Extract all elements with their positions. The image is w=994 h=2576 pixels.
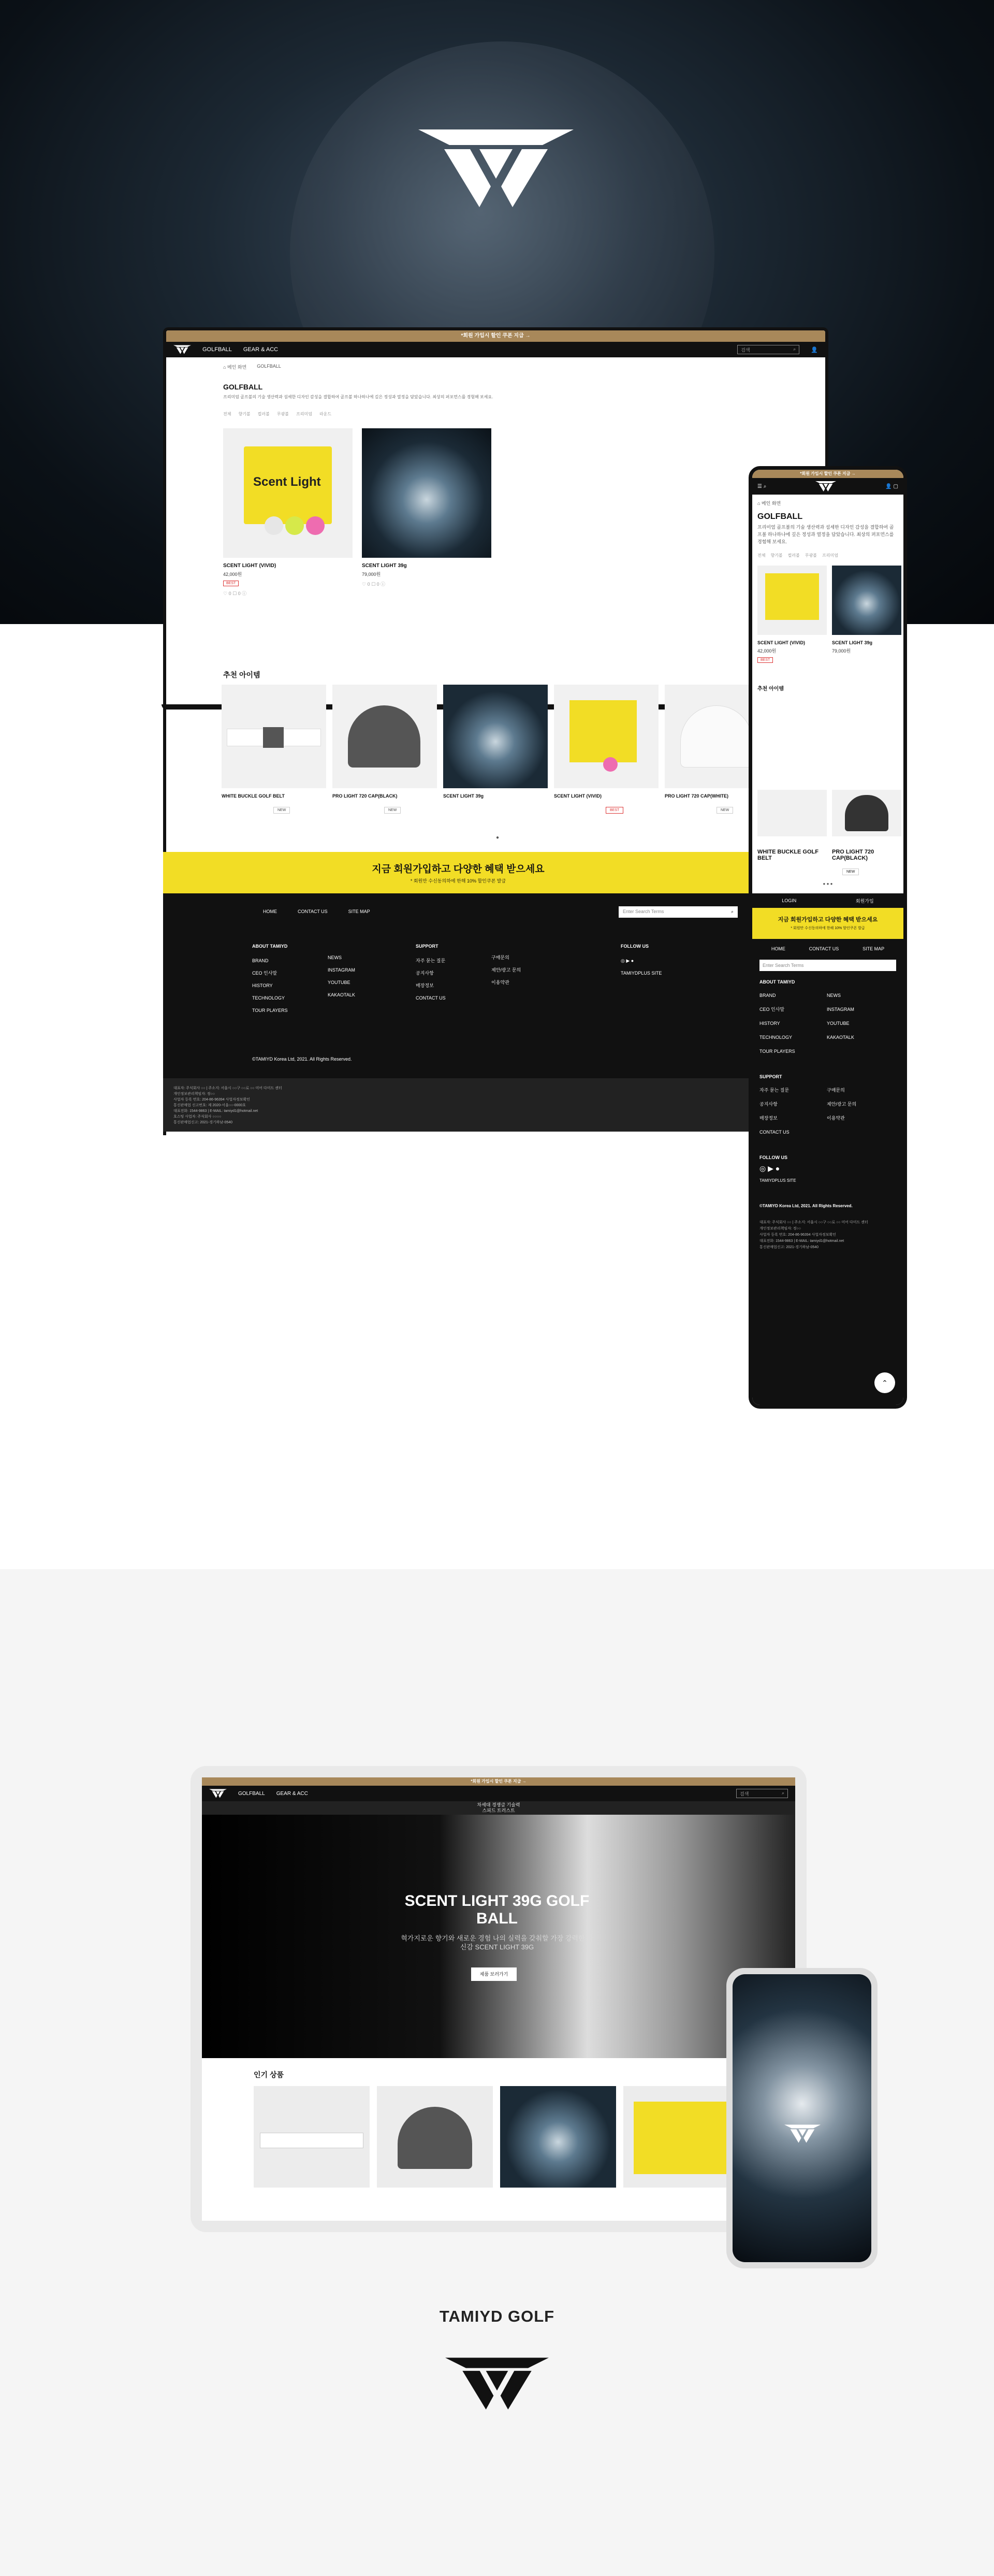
- new-badge: NEW: [273, 807, 290, 814]
- brand-name: TAMIYD GOLF: [439, 2307, 555, 2325]
- benefit-title: 지금 회원가입하고 다양한 혜택 받으세요: [372, 864, 545, 875]
- rec-name[interactable]: WHITE BUCKLE GOLF BELT: [222, 793, 285, 799]
- rec-name[interactable]: PRO LIGHT 720 CAP(BLACK): [332, 793, 398, 799]
- rec-card[interactable]: [222, 685, 326, 814]
- product-image[interactable]: [223, 428, 353, 558]
- mobile-footer-menu: HOME CONTACT US SITE MAP: [771, 946, 885, 951]
- mobile-benefit[interactable]: 지금 회원가입하고 다양한 혜택 받으세요 * 회원만 수신동의하에 한해 10% 할인쿠폰 발급: [752, 908, 903, 939]
- phone-logo-icon: [784, 2124, 821, 2143]
- company-info: 대표자: 주식회사 ○○ | 주소지: 서울시 ○○구 ○○로 ○○ 미어 다미드 센터 개인정보관리책임자: 정○○ 사업자 등록 번호: 204-86-96394 사업자정보확인 통신판매업 신고번호: 제 2020-서울○○-0000호 대표전화: 1544-9863 | E-MAIL: tamiyd1@hotmail.net 호스팅 사업자: 주식회사 ○○○○ 통신판매업신고: 2021-경기하남-0540: [163, 1078, 753, 1132]
- rec-card[interactable]: [554, 685, 659, 814]
- carousel-dots[interactable]: ●: [496, 835, 500, 841]
- brand-logo-icon: [445, 2356, 549, 2411]
- product-icons[interactable]: ♡ 0 ☐ 0 ⓘ: [362, 582, 386, 587]
- footer-contact[interactable]: CONTACT US: [298, 909, 328, 914]
- nav-gear[interactable]: GEAR & ACC: [243, 346, 279, 353]
- product-icons[interactable]: ♡ 0 ☐ 0 ⓘ: [223, 591, 247, 596]
- tablet-screen: *회원 가입시 할인 쿠폰 지급 → GOLFBALL GEAR & ACC 검색 ⌕ 차세대 경쟁급 기술력 스피드 트러스트 SCENT LIGHT 39G GOLF BALL 혁가지로운 향기와 새로운 경험 나의 실력을 갖춰할 가장 강력한 자신감 SCENT LIGHT 39G 제품 보러가기 인기 상품: [202, 1777, 795, 2221]
- link[interactable]: HISTORY: [252, 983, 273, 988]
- link[interactable]: 자주 묻는 질문: [416, 958, 446, 963]
- product-name[interactable]: SCENT LIGHT 39g: [362, 563, 407, 569]
- main-nav: [166, 342, 825, 357]
- product-price: 42,000원: [223, 572, 242, 577]
- ball-image[interactable]: [443, 685, 548, 788]
- search-icon: ⌕: [730, 909, 734, 914]
- copyright: ©TAMIYD Korea Ltd, 2021. All Rights Reserved.: [252, 1057, 352, 1062]
- mobile-desc: 프리미엄 골프볼의 기술 생산력과 섬세한 디자인 감성을 결합하여 골프볼 하나하나에 깊은 정성과 열정을 담았습니다. 최상의 퍼포먼스를 경험해 보세요.: [757, 525, 894, 544]
- mobile-logo-icon[interactable]: [815, 481, 836, 491]
- tamiydplus-link[interactable]: TAMIYDPLUS SITE: [621, 971, 662, 976]
- product-grid: [166, 428, 825, 597]
- hero-title: SCENT LIGHT 39G GOLF BALL: [404, 1892, 590, 1927]
- footer-menu: [263, 909, 370, 914]
- cap-image[interactable]: [377, 2086, 493, 2188]
- promo-bar[interactable]: *회원 가입시 할인 쿠폰 지급 →: [166, 330, 825, 342]
- about-col-2: [328, 951, 355, 1001]
- footer: [163, 893, 753, 1132]
- popular-grid: [202, 2086, 795, 2188]
- login-bar: LOGIN 회원가입: [752, 893, 903, 908]
- mobile-chips: 전체 향기볼 컬러볼 무광볼 프리미엄: [757, 553, 838, 558]
- mobile-title: GOLFBALL: [757, 512, 803, 521]
- belt-image[interactable]: [254, 2086, 370, 2188]
- benefit-banner[interactable]: [163, 852, 753, 893]
- best-badge: BEST: [606, 807, 623, 814]
- link[interactable]: 제안/광고 문의: [491, 967, 521, 973]
- mobile-recommend-title: 추천 아이템: [757, 686, 784, 692]
- ball-image[interactable]: [500, 2086, 616, 2188]
- nav-logo-icon[interactable]: [173, 345, 191, 354]
- footer-sitemap[interactable]: SITE MAP: [348, 909, 370, 914]
- link[interactable]: 매장정보: [416, 983, 434, 988]
- rec-card[interactable]: PRO LIGHT 720 CAP(BLACK) NEW: [832, 790, 901, 875]
- rec-card[interactable]: WHITE BUCKLE GOLF BELT: [757, 790, 827, 875]
- category-description: 프리미엄 골프볼의 기술 생산력과 섬세한 디자인 감성을 결합하여 골프볼 하나하나에 깊은 정성과 열정을 담았습니다. 최상의 퍼포먼스를 경험해 보세요.: [223, 395, 493, 399]
- hero-cta-button[interactable]: 제품 보러가기: [471, 1967, 517, 1981]
- product-image[interactable]: [832, 566, 901, 635]
- chip[interactable]: 향기볼: [238, 412, 251, 416]
- belt-image: [757, 790, 827, 836]
- tamiyd-logo-icon: [418, 129, 574, 207]
- mobile-mockup-lower: [749, 766, 907, 1409]
- breadcrumb: [166, 357, 825, 377]
- box-image[interactable]: [623, 2086, 739, 2188]
- mobile-nav: [752, 478, 903, 495]
- follow-col: FOLLOW US ◎ ▶ ● TAMIYDPLUS SITE: [621, 940, 662, 979]
- rec-name[interactable]: SCENT LIGHT 39g: [443, 793, 484, 799]
- link[interactable]: 이용약관: [491, 980, 509, 985]
- cap-image[interactable]: [332, 685, 437, 788]
- mobile-content: [752, 495, 903, 692]
- user-icon[interactable]: 👤: [811, 346, 818, 353]
- rec-name[interactable]: SCENT LIGHT (VIVID): [554, 793, 602, 799]
- product-card[interactable]: [223, 428, 353, 597]
- product-price: 79,000원: [362, 572, 381, 577]
- tablet-subbar: 차세대 경쟁급 기술력 스피드 트러스트: [202, 1801, 795, 1815]
- new-badge: NEW: [717, 807, 733, 814]
- breadcrumb-home[interactable]: ⌂ 메인 화면: [223, 365, 247, 370]
- scent-light-box: Scent Light: [244, 446, 332, 524]
- link[interactable]: 공지사항: [416, 971, 434, 976]
- support-col: SUPPORT 자주 묻는 질문 공지사항 매장정보 CONTACT US: [416, 940, 446, 1004]
- support-col-2: [491, 951, 521, 989]
- link[interactable]: TOUR PLAYERS: [252, 1008, 288, 1013]
- product-card[interactable]: SCENT LIGHT 39g 79,000원: [832, 566, 901, 663]
- user-cart-icon[interactable]: 👤 ▢: [885, 483, 898, 489]
- search-icon[interactable]: ⌕: [793, 346, 796, 352]
- category-chips: [166, 400, 825, 428]
- mobile-company-info: 대표자: 주식회사 ○○ | 주소지: 서울시 ○○구 ○○로 ○○ 미어 다미드 센터 개인정보관리책임자: 정○○ 사업자 등록 번호: 204-86-96394 사업자정보확인 대표전화: 1544-9863 | E-MAIL: tamiyd1@hotmail.net 통신판매업신고: 2021-경기하남-0540: [759, 1221, 868, 1249]
- mobile-promo-bar[interactable]: *회원 가입시 할인 쿠폰 지급 →: [752, 470, 903, 478]
- page-title: GOLFBALL: [223, 383, 263, 391]
- social-icons[interactable]: ◎ ▶ ●: [621, 958, 634, 963]
- chip[interactable]: 프리미엄: [296, 412, 312, 416]
- recommend-carousel: [222, 685, 769, 814]
- cap-image: [832, 790, 901, 836]
- link[interactable]: CONTACT US: [416, 995, 446, 1001]
- popular-title: 인기 상품: [254, 2071, 284, 2079]
- link[interactable]: YOUTUBE: [328, 980, 350, 985]
- mobile-footer: HOME CONTACT US SITE MAP Enter Search Terms ABOUT TAMIYD BRAND CEO 인사말 HISTORY TECHNOLOGY TOUR PLAYERS NEWS INSTAGRAM YOUTUBE KAKAOTALK SUPPORT 자주 묻는 질문 공지사항 매장정보 CONTACT US 구매문의 제안/광고 문의 이용약관 FOLLOW US ◎ ▶ ● TAMIYDPLUS SITE ©TAMIYD Korea Ltd, 2021. All Rights Reserved. 대표자: 주식회사 ○○ | 주소지: 서울시 ○○구 ○○로 ○○ 미어 다미드 센터 개인정보관리책임자: 정○○ 사업자 등록 번호: 204-86-96394 사업자정보확인 대표전화: 1544-9863 | E-MAIL: tamiyd1@hotmail.net 통신판매업신고: 2021-경기하남-0540: [752, 939, 903, 1409]
- product-image[interactable]: [362, 428, 491, 558]
- phone-screen: [733, 1974, 871, 2262]
- product-card[interactable]: [362, 428, 491, 597]
- product-card[interactable]: SCENT LIGHT (VIVID) 42,000원 BEST: [757, 566, 827, 663]
- mobile-breadcrumb[interactable]: ⌂ 메인 화면: [757, 501, 781, 506]
- benefit-sub: * 회원만 수신동의하에 한해 10% 할인쿠폰 발급: [410, 878, 506, 884]
- chip[interactable]: 컬러볼: [257, 412, 270, 416]
- menu-icon[interactable]: ☰ ⌕: [757, 483, 767, 489]
- mobile-search-input[interactable]: Enter Search Terms: [759, 960, 896, 971]
- footer-search-input[interactable]: Enter Search Terms ⌕: [619, 906, 738, 918]
- golf-balls: [265, 516, 325, 535]
- scroll-top-button[interactable]: ⌃: [874, 1372, 895, 1393]
- tablet-logo-icon[interactable]: [209, 1789, 227, 1798]
- mobile-mockup: [749, 466, 907, 787]
- hero-desc: 혁가지로운 향기와 새로운 경험 나의 실력을 갖춰할 가장 강력한 자신감 SCENT LIGHT 39G: [401, 1934, 593, 1951]
- rec-name[interactable]: PRO LIGHT 720 CAP(WHITE): [665, 793, 729, 799]
- link[interactable]: 구매문의: [491, 955, 509, 960]
- link[interactable]: KAKAOTALK: [328, 992, 355, 997]
- phone-mockup: [726, 1968, 878, 2268]
- link[interactable]: TECHNOLOGY: [252, 995, 285, 1001]
- tablet-search[interactable]: 검색 ⌕: [736, 1789, 788, 1798]
- link[interactable]: INSTAGRAM: [328, 967, 355, 973]
- tablet-nav: GOLFBALL GEAR & ACC 검색 ⌕: [202, 1786, 795, 1801]
- link[interactable]: BRAND: [252, 958, 269, 963]
- product-name[interactable]: SCENT LIGHT (VIVID): [223, 563, 276, 569]
- search-input[interactable]: 검색 ⌕: [737, 345, 799, 354]
- product-image[interactable]: [757, 566, 827, 635]
- recommend-title: 추천 아이템: [223, 671, 260, 679]
- nav-golfball[interactable]: GOLFBALL: [202, 346, 232, 353]
- social-icons[interactable]: ◎ ▶ ●: [759, 1164, 780, 1173]
- mobile-rec: [752, 766, 903, 875]
- chip[interactable]: 전체: [223, 412, 231, 416]
- tablet-mockup: [191, 1766, 807, 2232]
- rec-card[interactable]: [443, 685, 548, 814]
- belt-image[interactable]: [222, 685, 326, 788]
- mobile-product-grid: [757, 566, 898, 663]
- about-col: ABOUT TAMIYD BRAND CEO 인사말 HISTORY TECHNOLOGY TOUR PLAYERS: [252, 940, 288, 1017]
- box-image[interactable]: [554, 685, 659, 788]
- mobile-dots[interactable]: ● ● ●: [823, 881, 833, 886]
- chip[interactable]: 무광볼: [276, 412, 289, 416]
- chip[interactable]: 라운드: [319, 412, 332, 416]
- link[interactable]: NEWS: [328, 955, 342, 960]
- footer-home[interactable]: HOME: [263, 909, 277, 914]
- link[interactable]: CEO 인사말: [252, 971, 277, 976]
- tablet-hero: [202, 1815, 795, 2058]
- best-badge: BEST: [223, 581, 239, 586]
- new-badge: NEW: [384, 807, 401, 814]
- breadcrumb-category[interactable]: GOLFBALL: [257, 364, 281, 369]
- rec-card[interactable]: [332, 685, 437, 814]
